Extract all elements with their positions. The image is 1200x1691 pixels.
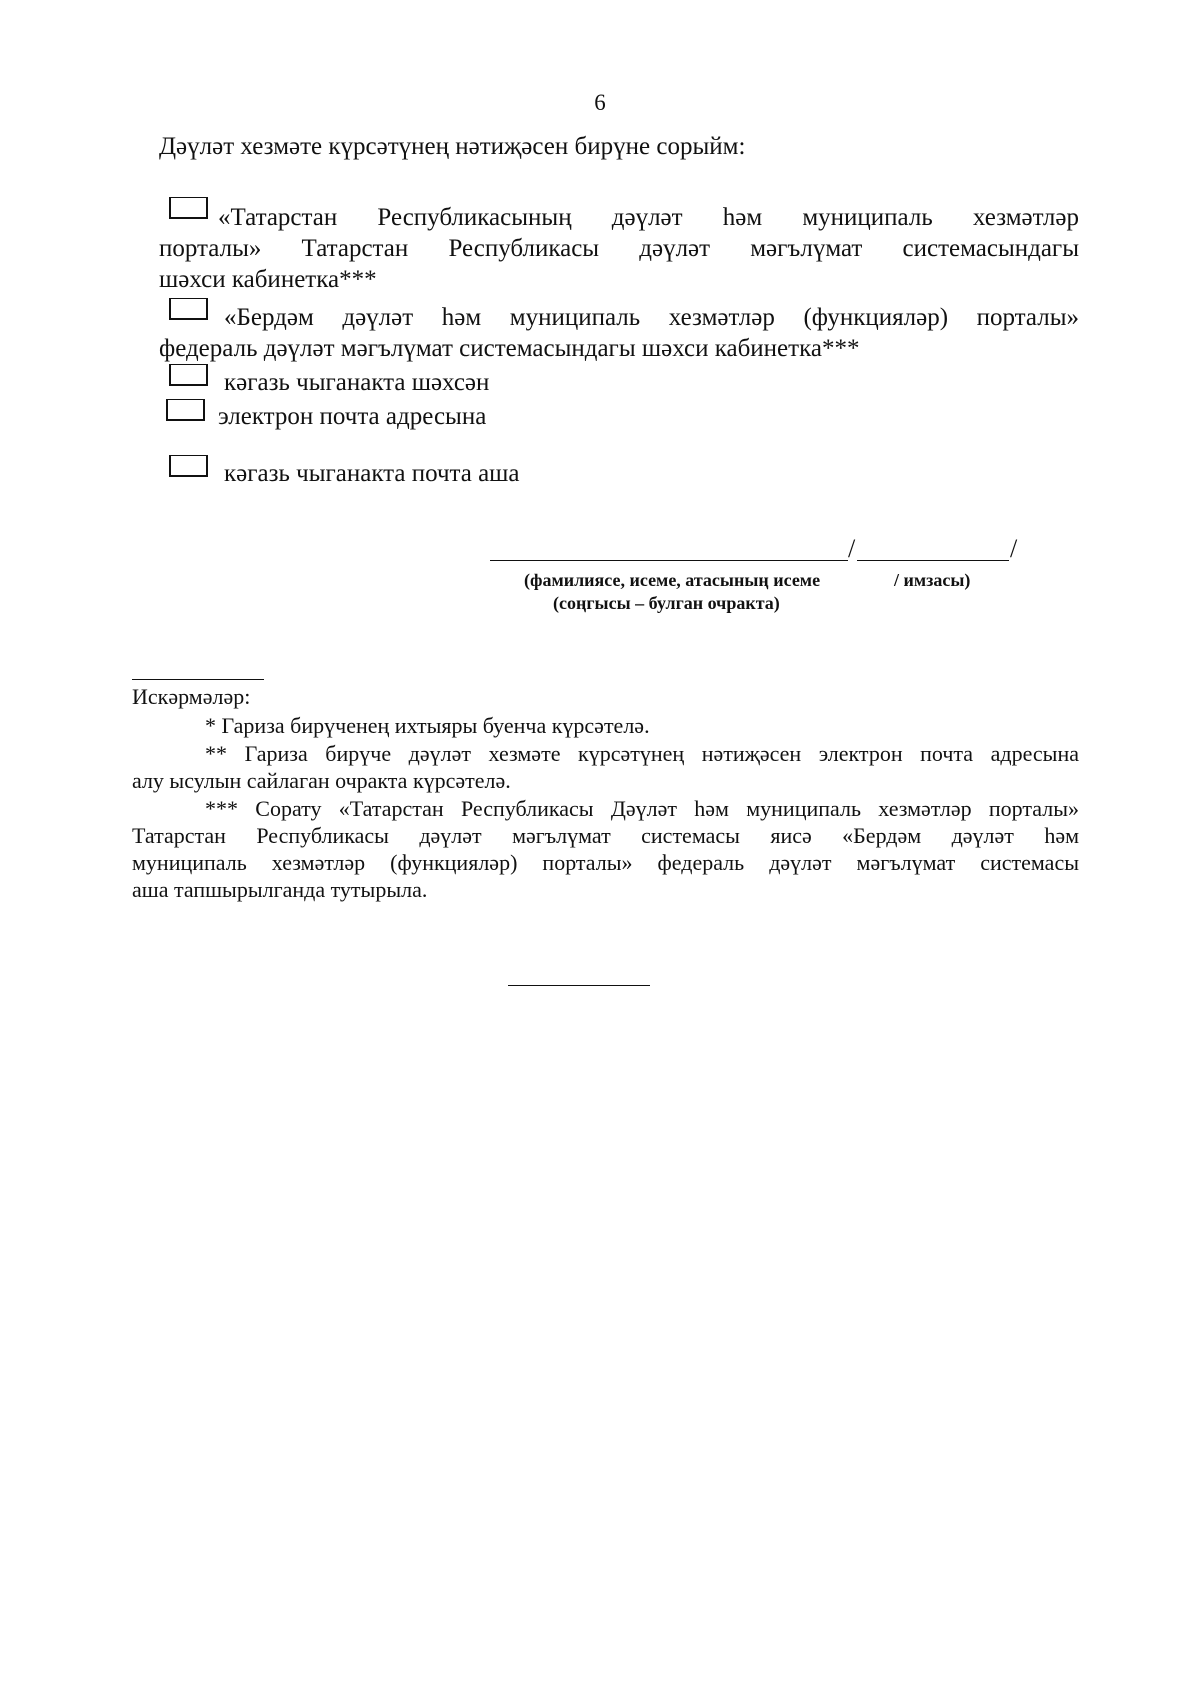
- name-signature-line[interactable]: [490, 560, 848, 561]
- page-number: 6: [594, 90, 606, 115]
- notes-title: Искәрмәләр:: [132, 684, 251, 709]
- note-1-text: * Гариза бирүченең ихтыяры буенча күрсәтелә.: [205, 713, 650, 738]
- checkbox-paper-in-person[interactable]: [169, 364, 208, 386]
- option-email: электрон почта адресына: [218, 403, 487, 430]
- note-3: [132, 795, 1079, 903]
- footnote-separator: [132, 679, 264, 680]
- checkbox-email[interactable]: [166, 399, 205, 421]
- end-separator: [508, 985, 650, 986]
- option-federal-portal-line1: «Бердәм дәүләт һәм муниципаль хезмәтләр (функцияләр) порталы»: [224, 304, 1079, 331]
- option-federal-portal-line2: федераль дәүләт мәгълүмат системасындагы шәхси кабинетка***: [159, 335, 860, 362]
- checkbox-regional-portal[interactable]: [169, 197, 208, 219]
- note-2-line2: алу ысулын сайлаган очракта күрсәтелә.: [132, 768, 511, 793]
- option-regional-portal-line1: «Татарстан Республикасының дәүләт һәм муниципаль хезмәтләр: [218, 204, 1079, 231]
- option-paper-in-person: кәгазь чыганакта шәхсән: [224, 369, 490, 396]
- note-3-line3: муниципаль хезмәтләр (функцияләр) порталы» федераль дәүләт мәгълүмат системасы: [132, 850, 1079, 875]
- note-3-line1: *** Сорату «Татарстан Республикасы Дәүләт һәм муниципаль хезмәтләр порталы»: [205, 796, 1079, 821]
- note-3-line4: аша тапшырылганда тутырыла.: [132, 877, 428, 902]
- option-regional-portal-line3: шәхси кабинетка***: [159, 266, 377, 293]
- checkbox-paper-by-mail[interactable]: [169, 455, 208, 477]
- option-regional-portal-line2: порталы» Татарстан Республикасы дәүләт мәгълүмат системасындагы: [159, 235, 1079, 262]
- signature-label: / имзасы): [894, 570, 971, 590]
- note-2-line1: ** Гариза бирүче дәүләт хезмәте күрсәтүнең нәтиҗәсен электрон почта адресына: [205, 741, 1079, 766]
- signature-slash-right: /: [1010, 534, 1018, 563]
- option-paper-by-mail: кәгазь чыганакта почта аша: [224, 460, 520, 487]
- request-heading: Дәүләт хезмәте күрсәтүнең нәтиҗәсен бирүне сорыйм:: [159, 133, 746, 160]
- note-3-line2: Татарстан Республикасы дәүләт мәгълүмат системасы яисә «Бердәм дәүләт һәм: [132, 823, 1079, 848]
- note-2: [132, 740, 1079, 794]
- signature-slash-left: /: [848, 534, 856, 563]
- name-label: (фамилиясе, исеме, атасының исеме: [524, 570, 821, 590]
- note-1: [132, 712, 1079, 739]
- signature-line[interactable]: [857, 560, 1009, 561]
- checkbox-federal-portal[interactable]: [169, 298, 208, 320]
- name-label-note: (соңгысы – булган очракта): [553, 593, 780, 613]
